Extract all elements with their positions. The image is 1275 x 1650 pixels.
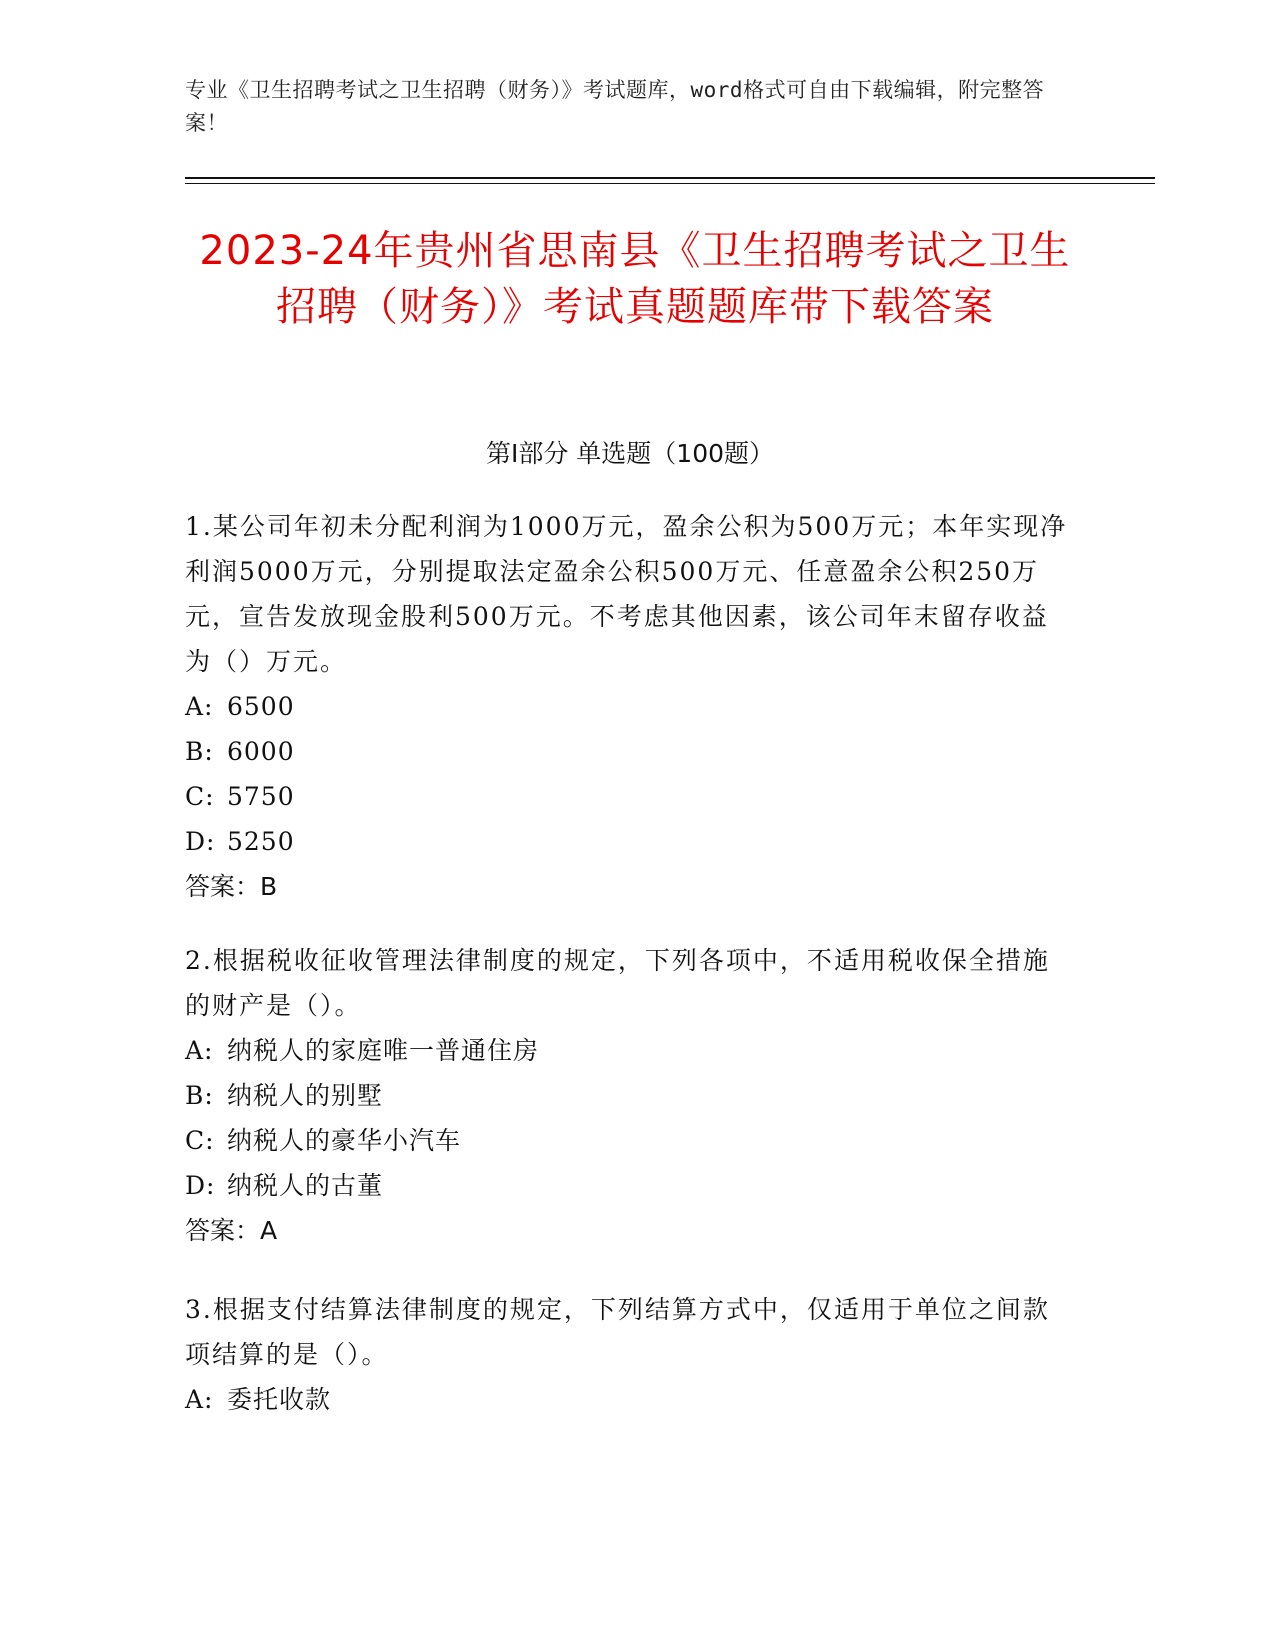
- option-letter: C:: [185, 782, 215, 811]
- question-1: [185, 504, 1075, 909]
- header-note: 专业《卫生招聘考试之卫生招聘（财务）》考试题库，word格式可自由下载编辑，附完整答案！: [185, 78, 1045, 135]
- question-text: 3.根据支付结算法律制度的规定，下列结算方式中，仅适用于单位之间款项结算的是（）。: [185, 1295, 1050, 1369]
- option-text: 纳税人的豪华小汽车: [227, 1126, 462, 1155]
- question-3: [185, 1287, 1075, 1422]
- option-text: 纳税人的古董: [227, 1171, 384, 1200]
- option-text: 5750: [227, 782, 295, 811]
- section-heading: 第I部分 单选题（100题）: [485, 439, 775, 468]
- option-letter: A:: [185, 692, 214, 721]
- option-b: [185, 1073, 1075, 1118]
- option-a: [185, 1377, 1075, 1422]
- option-letter: B:: [185, 1081, 214, 1110]
- option-text: 纳税人的别墅: [227, 1081, 384, 1110]
- question-text: 1.某公司年初未分配利润为1000万元，盈余公积为500万元；本年实现净利润5000万元，分别提取法定盈余公积500万元、任意盈余公积250万元，宣告发放现金股利500万元。不考虑其他因素，该公司年末留存收益为（）万元。: [185, 512, 1068, 676]
- option-b: [185, 729, 1075, 774]
- option-a: [185, 1028, 1075, 1073]
- option-letter: C:: [185, 1126, 215, 1155]
- option-letter: A:: [185, 1036, 214, 1065]
- option-text: 5250: [227, 827, 295, 856]
- answer: 答案：A: [185, 1216, 278, 1245]
- option-letter: D:: [185, 827, 216, 856]
- option-a: [185, 684, 1075, 729]
- header-rule-thin: [185, 183, 1155, 184]
- option-text: 6500: [227, 692, 295, 721]
- answer: 答案：B: [185, 872, 278, 901]
- option-letter: D:: [185, 1171, 216, 1200]
- question-text: 2.根据税收征收管理法律制度的规定，下列各项中，不适用税收保全措施的财产是（）。: [185, 946, 1050, 1020]
- option-c: [185, 1118, 1075, 1163]
- document-title: 2023-24年贵州省思南县《卫生招聘考试之卫生招聘（财务）》考试真题题库带下载答案: [199, 228, 1071, 330]
- option-letter: B:: [185, 737, 214, 766]
- option-d: [185, 1163, 1075, 1208]
- header-rule-thick: [185, 177, 1155, 179]
- question-2: [185, 938, 1075, 1253]
- option-d: [185, 819, 1075, 864]
- option-text: 纳税人的家庭唯一普通住房: [227, 1036, 540, 1065]
- option-letter: A:: [185, 1385, 214, 1414]
- option-text: 委托收款: [227, 1385, 332, 1414]
- option-text: 6000: [227, 737, 295, 766]
- option-c: [185, 774, 1075, 819]
